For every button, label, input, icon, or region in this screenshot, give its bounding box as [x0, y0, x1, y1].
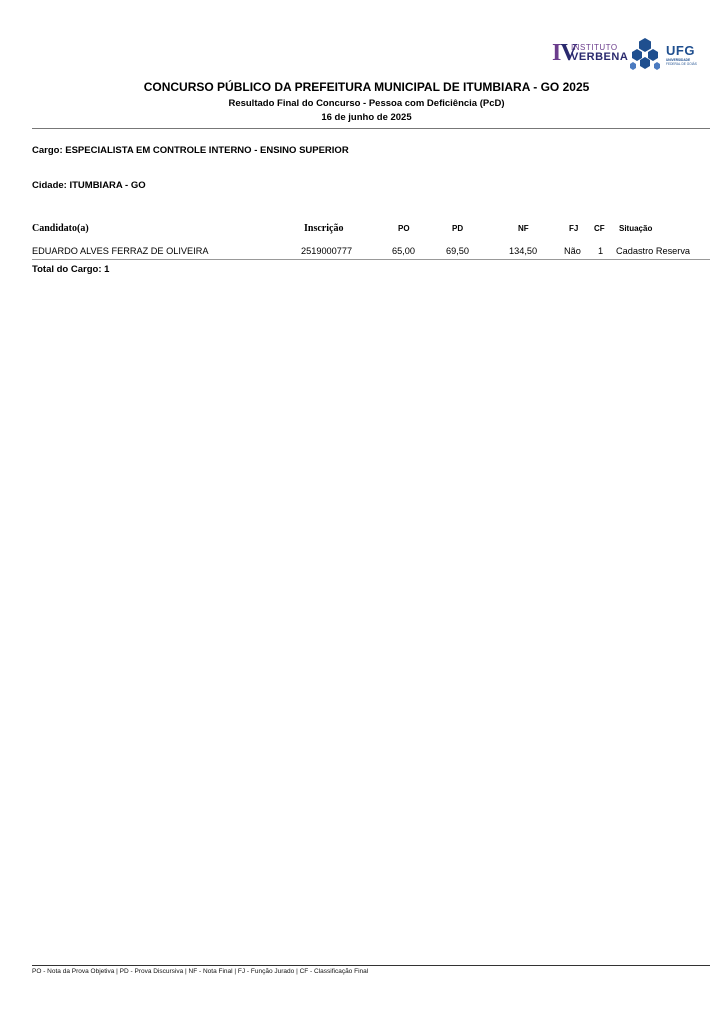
ufg-logo [628, 36, 702, 74]
cell-pd: 69,50 [446, 246, 469, 256]
total-cargo: Total do Cargo: 1 [32, 264, 110, 275]
cell-cf: 1 [598, 246, 604, 256]
column-header-inscricao: Inscrição [304, 223, 344, 234]
footer-divider [32, 965, 710, 966]
iv-logo-mark: IV [552, 40, 577, 66]
iv-logo-verbena: VERBENA [571, 51, 629, 63]
document-date: 16 de junho de 2025 [321, 112, 412, 123]
ufg-logo-sub1: UNIVERSIDADE [666, 58, 691, 62]
iv-logo-instituto: INSTITUTO [571, 43, 618, 52]
cell-fj: Não [564, 246, 581, 256]
header-logos [552, 36, 702, 74]
cell-inscricao: 2519000777 [301, 246, 353, 256]
cidade-label: Cidade: ITUMBIARA - GO [32, 180, 146, 191]
cell-situacao: Cadastro Reserva [616, 246, 691, 256]
cargo-label: Cargo: ESPECIALISTA EM CONTROLE INTERNO - ENSINO SUPERIOR [32, 145, 349, 156]
column-header-pd: PD [452, 224, 464, 233]
column-header-po: PO [398, 224, 410, 233]
cell-candidato: EDUARDO ALVES FERRAZ DE OLIVEIRA [32, 246, 209, 256]
cell-po: 65,00 [392, 246, 415, 256]
cell-nf: 134,50 [509, 246, 538, 256]
document-subtitle: Resultado Final do Concurso - Pessoa com Deficiência (PcD) [228, 98, 505, 109]
column-header-nf: NF [518, 224, 529, 233]
ufg-logo-sub2: FEDERAL DE GOIÁS [666, 62, 697, 66]
row-divider [32, 259, 710, 260]
column-header-situacao: Situação [619, 224, 653, 233]
column-header-candidato: Candidato(a) [32, 223, 89, 234]
column-header-cf: CF [594, 224, 605, 233]
header-divider [32, 128, 710, 129]
column-header-fj: FJ [569, 224, 579, 233]
ufg-logo-text: UFG [666, 43, 695, 58]
footer-legend: PO - Nota da Prova Objetiva | PD - Prova Discursiva | NF - Nota Final | FJ - Função Jurado | CF - Classificação Final [32, 968, 369, 975]
ufg-hexagon-icon [628, 36, 662, 72]
document-title: CONCURSO PÚBLICO DA PREFEITURA MUNICIPAL DE ITUMBIARA - GO 2025 [143, 80, 590, 94]
instituto-verbena-logo [552, 40, 629, 70]
